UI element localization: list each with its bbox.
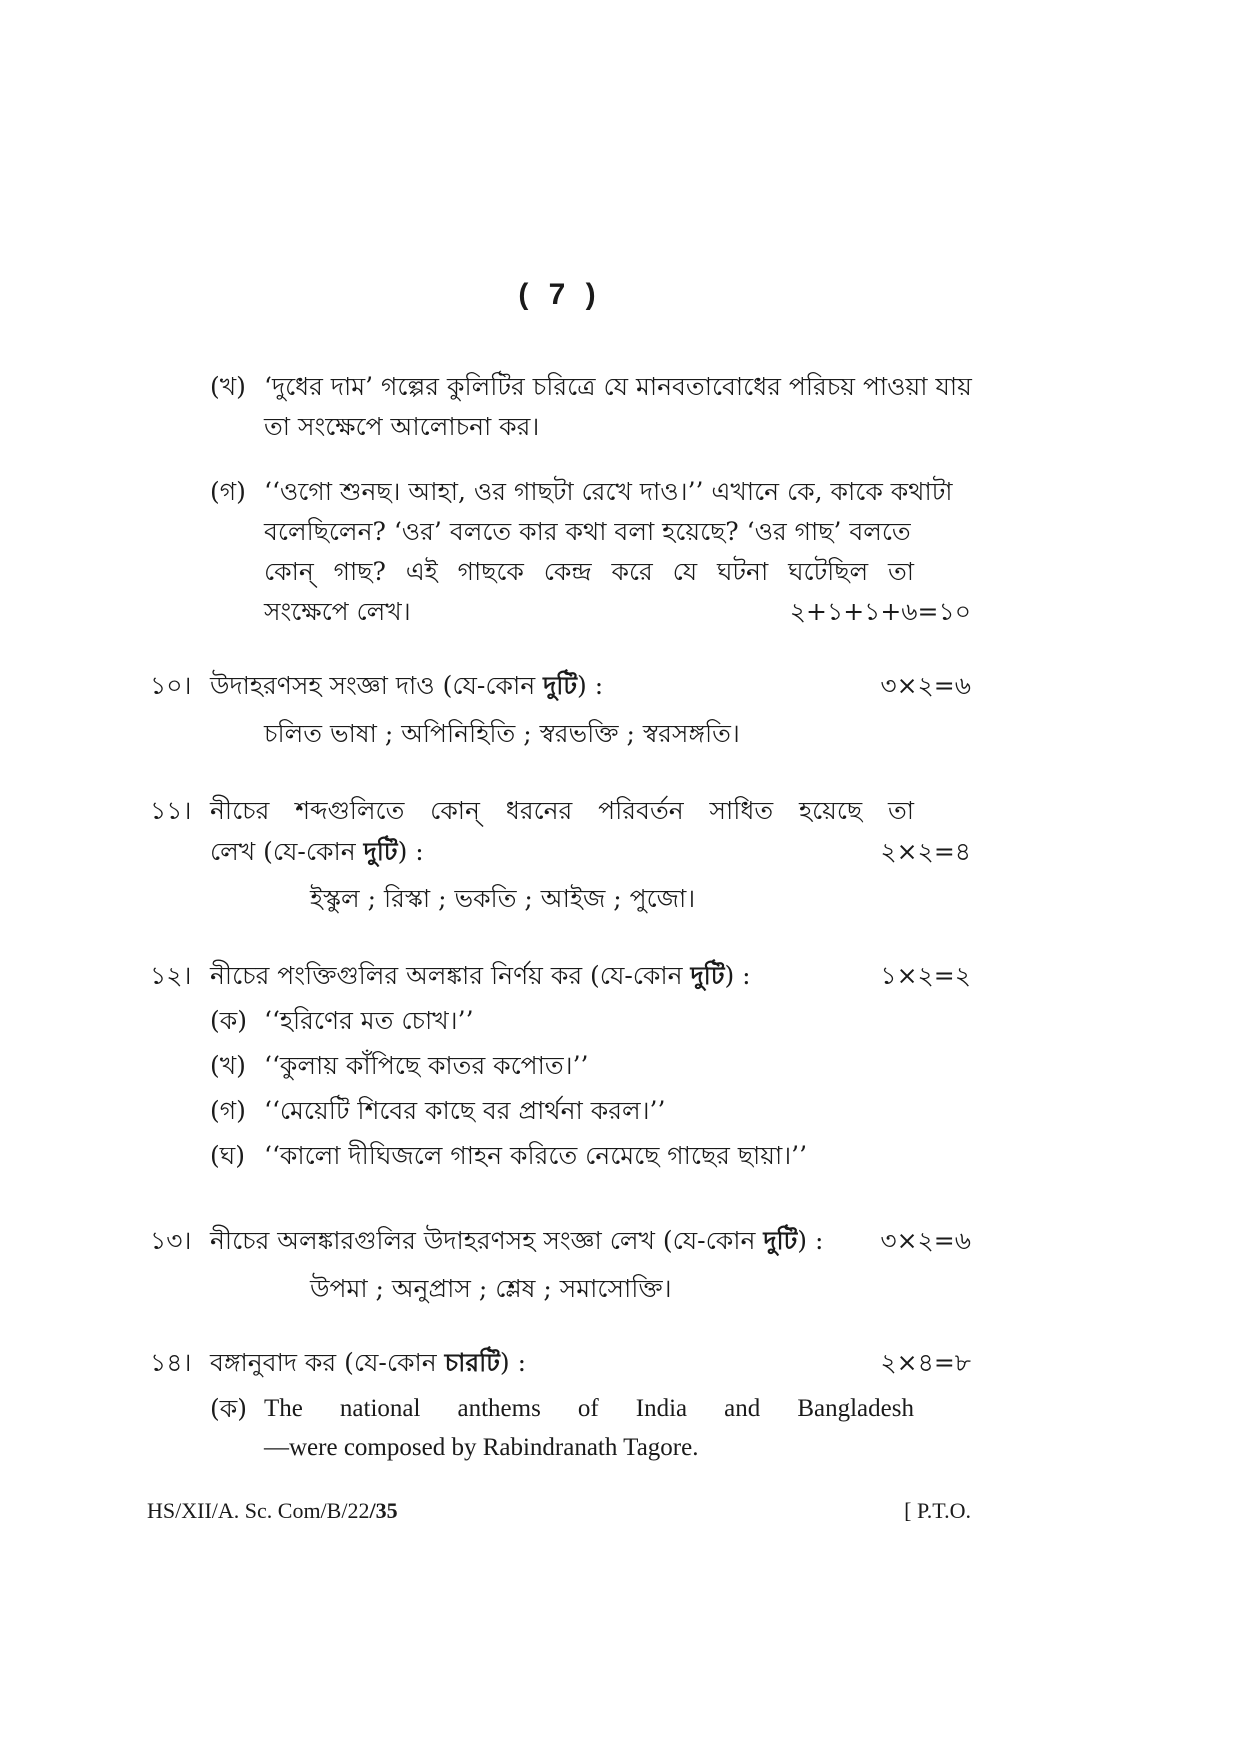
q9-ga-line3-word: যে <box>672 557 698 586</box>
q12-option-label: (খ) <box>210 1051 246 1080</box>
q13-items: উপমা ; অনুপ্রাস ; শ্লেষ ; সমাসোক্তি। <box>310 1274 672 1303</box>
q12-number: ১২। <box>150 961 192 990</box>
q11-number: ১১। <box>150 796 192 825</box>
q9-ga-line3-word: তা <box>887 557 914 586</box>
q11-line1-word: পরিবর্তন <box>598 796 684 825</box>
footer-code-text: HS/XII/A. Sc. Com/B/22 <box>147 1498 370 1523</box>
footer-pto: [ P.T.O. <box>904 1498 971 1523</box>
q12-prompt <box>210 960 751 992</box>
q9-ga-marks: ২+১+১+৬=১০ <box>789 597 971 626</box>
q14-prompt-text: বঙ্গানুবাদ কর (যে-কোন <box>210 1348 445 1377</box>
q11-line1-word: হয়েছে <box>799 796 863 825</box>
footer-code-bold: /35 <box>369 1498 398 1523</box>
q13-marks: ৩×২=৬ <box>880 1226 971 1255</box>
q9-ga-label: (গ) <box>210 477 246 506</box>
q9-ga-line3-word: করে <box>611 557 653 586</box>
q12-option-label: (গ) <box>210 1096 246 1125</box>
q10-marks: ৩×২=৬ <box>880 671 971 700</box>
q14-ka-line1-word: The <box>264 1395 303 1422</box>
q11-line1-word: শব্দগুলিতে <box>295 796 405 825</box>
q11-line1-word: তা <box>887 796 914 825</box>
q14-ka-line1-word: anthems <box>457 1395 541 1422</box>
q13-prompt-end: ) : <box>797 1226 824 1255</box>
q10-prompt-text: উদাহরণসহ সংজ্ঞা দাও (যে-কোন <box>210 671 544 700</box>
q14-ka-line1 <box>264 1393 914 1425</box>
q12-option-text: ‘‘হরিণের মত চোখ।’’ <box>264 1006 474 1035</box>
page-number: ( 7 ) <box>518 278 602 311</box>
q10-prompt-end: ) : <box>577 671 604 700</box>
q11-line1-word: ধরনের <box>505 796 573 825</box>
q14-number: ১৪। <box>150 1348 192 1377</box>
q14-prompt-end: ) : <box>499 1348 527 1377</box>
q11-line1-word: কোন্ <box>430 796 480 825</box>
q12-prompt-end: ) : <box>724 961 751 990</box>
q9-ga-line3-word: এই <box>405 557 438 586</box>
q13-prompt-text: নীচের অলঙ্কারগুলির উদাহরণসহ সংজ্ঞা লেখ (যে-কোন <box>210 1226 764 1255</box>
q13-prompt-bold: দুটি <box>763 1226 798 1255</box>
q14-ka-line1-word: India <box>635 1395 688 1422</box>
q14-ka-line1-word: national <box>339 1395 421 1422</box>
q9-ga-line4: সংক্ষেপে লেখ। <box>264 597 411 626</box>
q11-line1 <box>210 795 914 827</box>
q12-option-label: (ক) <box>210 1006 247 1035</box>
q9-ga-line3-word: কোন্ <box>264 557 314 586</box>
q9-ga-line3-word: গাছকে <box>457 557 524 586</box>
q11-line2 <box>210 836 424 868</box>
q9-kha-label: (খ) <box>210 372 246 401</box>
q11-items: ইস্কুল ; রিস্কা ; ভকতি ; আইজ ; পুজো। <box>310 884 696 913</box>
q11-marks: ২×২=৪ <box>880 837 971 866</box>
q9-ga-line3-word: ঘটনা <box>716 557 769 586</box>
q14-ka-line1-word: of <box>577 1395 599 1422</box>
q12-prompt-text: নীচের পংক্তিগুলির অলঙ্কার নির্ণয় কর (যে-কোন <box>210 961 691 990</box>
q14-ka-line2: —were composed by Rabindranath Tagore. <box>264 1434 699 1461</box>
q10-prompt-bold: দুটি <box>543 671 578 700</box>
q14-ka-line1-word: Bangladesh <box>797 1395 914 1422</box>
q14-prompt-bold: চারটি <box>444 1348 500 1377</box>
q9-ga-line3-word: ঘটেছিল <box>788 557 869 586</box>
q12-prompt-bold: দুটি <box>690 961 725 990</box>
q11-line1-word: সাধিত <box>709 796 774 825</box>
q10-items: চলিত ভাষা ; অপিনিহিতি ; স্বরভক্তি ; স্বরসঙ্গতি। <box>264 719 740 748</box>
q11-line1-word: নীচের <box>210 796 270 825</box>
q12-option-text: ‘‘মেয়েটি শিবের কাছে বর প্রার্থনা করল।’’ <box>264 1096 666 1125</box>
q12-option-text: ‘‘কুলায় কাঁপিছে কাতর কপোত।’’ <box>264 1051 589 1080</box>
q12-option-text: ‘‘কালো দীঘিজলে গাহন করিতে নেমেছে গাছের ছায়া।’’ <box>264 1141 808 1170</box>
footer-paper-code <box>147 1497 398 1525</box>
q14-prompt <box>210 1347 526 1379</box>
q14-ka-label: (ক) <box>210 1394 247 1423</box>
q13-prompt <box>210 1225 823 1257</box>
q11-line2-text: লেখ (যে-কোন <box>210 837 364 866</box>
q11-line2-bold: দুটি <box>363 837 398 866</box>
q9-ga-line3-word: কেন্দ্র <box>543 557 592 586</box>
q9-kha-line2: তা সংক্ষেপে আলোচনা কর। <box>264 412 540 441</box>
q12-marks: ১×২=২ <box>880 961 971 990</box>
q12-option-label: (ঘ) <box>210 1141 245 1170</box>
q11-line2-end: ) : <box>397 837 424 866</box>
q9-ga-line1: ‘‘ওগো শুনছ। আহা, ওর গাছটা রেখে দাও।’’ এখানে কে, কাকে কথাটা <box>264 477 953 506</box>
q14-marks: ২×৪=৮ <box>880 1348 971 1377</box>
q10-prompt <box>210 670 603 702</box>
q13-number: ১৩। <box>150 1226 192 1255</box>
q9-ga-line3 <box>264 556 914 588</box>
q9-ga-line2: বলেছিলেন? ‘ওর’ বলতে কার কথা বলা হয়েছে? ‘ওর গাছ’ বলতে <box>264 517 911 546</box>
q10-number: ১০। <box>150 671 192 700</box>
q14-ka-line1-word: and <box>724 1395 761 1422</box>
q9-kha-line1: ‘দুধের দাম’ গল্পের কুলিটির চরিত্রে যে মানবতাবোধের পরিচয় পাওয়া যায় <box>264 372 972 401</box>
q9-ga-line3-word: গাছ? <box>333 557 386 586</box>
